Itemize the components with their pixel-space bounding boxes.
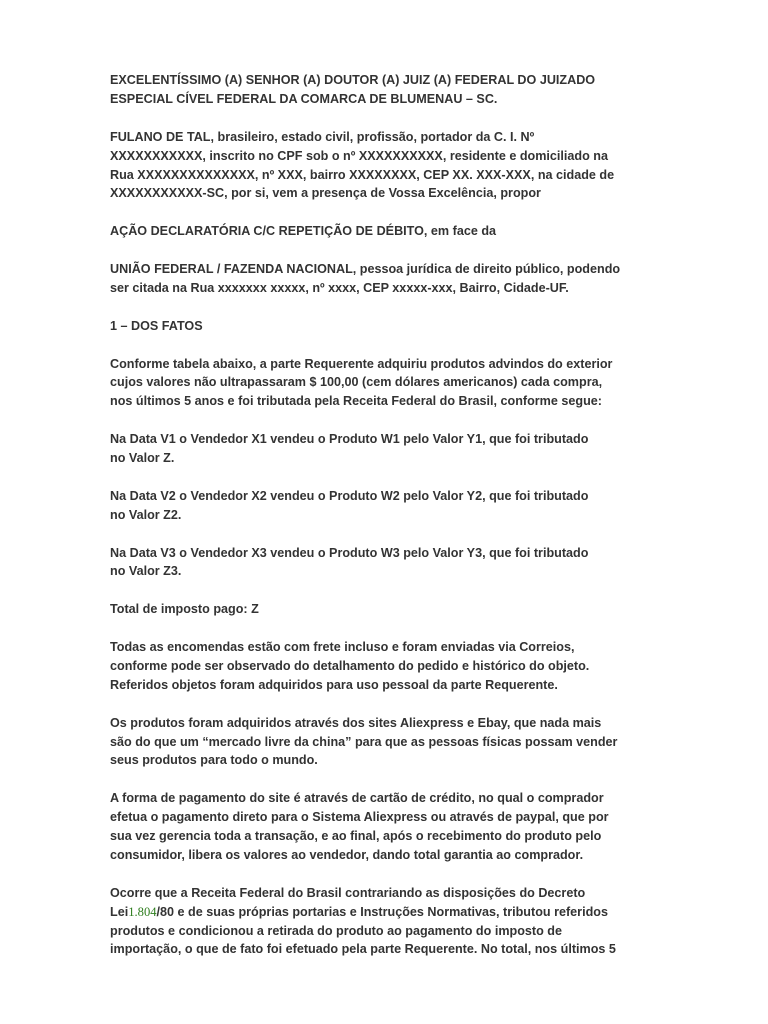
text-line: Total de imposto pago: Z [110,602,259,617]
text-line: nos últimos 5 anos e foi tributada pela Receita Federal do Brasil, conforme segue: [110,394,602,409]
text-line: EXCELENTÍSSIMO (A) SENHOR (A) DOUTOR (A) JUIZ (A) FEDERAL DO JUIZADO [110,73,596,87]
text-line: efetua o pagamento direto para o Sistema Aliexpress ou através de paypal, que por [110,810,609,825]
text-line: sua vez gerencia toda a transação, e ao final, após o recebimento do produto pelo [110,829,602,844]
text-line: são do que um “mercado livre da china” para que as pessoas físicas possam vender [110,734,618,749]
text-line [110,903,716,922]
text-line: AÇÃO DECLARATÓRIA C/C REPETIÇÃO DE DÉBITO, em face da [110,224,497,239]
text-line: Ocorre que a Receita Federal do Brasil contrariando as disposições do Decreto [110,885,586,900]
text-line: consumidor, libera os valores ao vendedor, dando total garantia ao comprador. [110,847,584,862]
shipping-paragraph [110,638,716,695]
text-line: ESPECIAL CÍVEL FEDERAL DA COMARCA DE BLUMENAU – SC. [110,91,498,106]
sites-paragraph [110,714,716,771]
text-line: Os produtos foram adquiridos através dos sites Aliexpress e Ebay, que nada mais [110,715,602,730]
decree-prefix: Lei [110,904,129,919]
salutation-paragraph [110,71,716,109]
purchase-3-paragraph [110,544,716,582]
text-line: UNIÃO FEDERAL / FAZENDA NACIONAL, pessoa jurídica de direito público, podendo [110,262,621,277]
text-line: Todas as encomendas estão com frete incluso e foram enviadas via Correios, [110,640,575,655]
total-tax-paragraph [110,600,716,619]
text-line: Conforme tabela abaixo, a parte Requerente adquiriu produtos advindos do exterior [110,356,613,371]
text-line: no Valor Z3. [110,564,182,579]
text-line: importação, o que de fato foi efetuado pela parte Requerente. No total, nos últimos 5 [110,942,616,957]
purchase-1-paragraph [110,430,716,468]
qualification-paragraph [110,128,716,204]
text-line: 1 – DOS FATOS [110,318,203,333]
facts-intro-paragraph [110,355,716,412]
action-title [110,222,716,241]
text-line: no Valor Z. [110,451,175,466]
text-line: XXXXXXXXXXX-SC, por si, vem a presença de Vossa Excelência, propor [110,186,541,201]
section-heading [110,317,716,336]
purchase-2-paragraph [110,487,716,525]
text-line: ser citada na Rua xxxxxxx xxxxx, nº xxxx, CEP xxxxx-xxx, Bairro, Cidade-UF. [110,280,569,295]
text-line: Referidos objetos foram adquiridos para uso pessoal da parte Requerente. [110,677,558,692]
decree-suffix: /80 e de suas próprias portarias e Instruções Normativas, tributou referidos [156,904,608,919]
text-line: Na Data V2 o Vendedor X2 vendeu o Produto W2 pelo Valor Y2, que foi tributado [110,488,589,503]
decree-number: 1.804 [128,904,157,919]
text-line: cujos valores não ultrapassaram $ 100,00 (cem dólares americanos) cada compra, [110,375,603,390]
text-line: FULANO DE TAL, brasileiro, estado civil, profissão, portador da C. I. Nº [110,129,535,144]
text-line: seus produtos para todo o mundo. [110,753,318,768]
text-line: Rua XXXXXXXXXXXXXX, nº XXX, bairro XXXXXXXX, CEP XX. XXX-XXX, na cidade de [110,167,615,182]
document-body [110,71,716,978]
text-line: Na Data V1 o Vendedor X1 vendeu o Produto W1 pelo Valor Y1, que foi tributado [110,432,589,447]
payment-paragraph [110,789,716,865]
receita-paragraph [110,884,716,960]
text-line: no Valor Z2. [110,507,182,522]
text-line: conforme pode ser observado do detalhamento do pedido e histórico do objeto. [110,658,590,673]
text-line: XXXXXXXXXXX, inscrito no CPF sob o nº XXXXXXXXXX, residente e domiciliado na [110,148,608,163]
defendant-paragraph [110,260,716,298]
text-line: produtos e condicionou a retirada do produto ao pagamento do imposto de [110,923,562,938]
text-line: Na Data V3 o Vendedor X3 vendeu o Produto W3 pelo Valor Y3, que foi tributado [110,545,589,560]
text-line: A forma de pagamento do site é através de cartão de crédito, no qual o comprador [110,791,604,806]
